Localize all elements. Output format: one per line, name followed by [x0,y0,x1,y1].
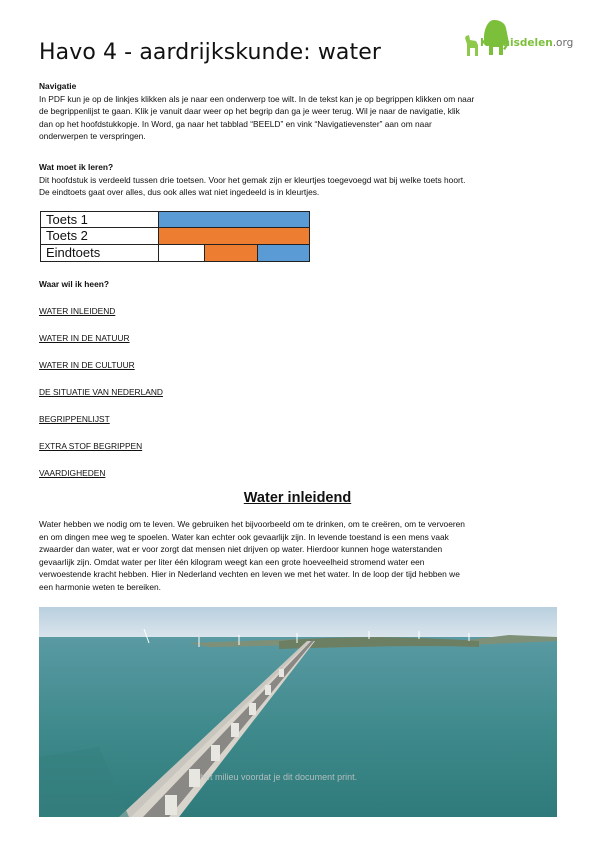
logo-text [480,37,573,49]
leren-line: Dit hoofdstuk is verdeeld tussen drie toetsen. Voor het gemak zijn er kleurtjes toegevoegd wat bij welke toets hoort. [39,174,466,185]
link-extra-stof-begrippen[interactable]: EXTRA STOF BEGRIPPEN [39,441,143,451]
legend-label: Toets 1 [41,212,159,227]
navigatie-line: In PDF kun je op de linkjes klikken als je naar een onderwerp toe wilt. In de tekst kan je op begrippen klikken om naar [39,93,475,104]
inleidend-line: en om dingen mee weg te spoelen. Water kan echter ook gevaarlijk zijn. In levende toestand is een mens vaak [39,531,449,542]
page-title: Havo 4 - aardrijkskunde: water [39,40,382,65]
navigatie-line: onderwerpen te verspringen. [39,131,146,142]
legend-label: Toets 2 [41,228,159,243]
link-water-in-de-natuur[interactable]: WATER IN DE NATUUR [39,333,130,343]
navigatie-heading: Navigatie [39,81,77,91]
inleidend-line: een harmonie weten te bereiken. [39,581,161,592]
legend-label: Eindtoets [41,245,159,261]
legend-color-segment [204,245,257,261]
legend-row-toets2 [41,228,309,244]
inleidend-line: Water hebben we nodig om te leven. We gebruiken het bijvoorbeeld om te drinken, om te creëren, om te vervoeren [39,519,465,529]
section-title-water-inleidend[interactable]: Water inleidend [243,490,352,506]
link-vaardigheden[interactable]: VAARDIGHEDEN [39,468,106,478]
leren-line: De eindtoets gaat over alles, dus ook alles wat niet ingedeeld is in kleurtjes. [39,187,320,198]
legend-row-eindtoets [41,245,309,261]
navigatie-line: de begrippenlijst te gaan. Klik je vanuit daar weer op het begrip dan ga je weer terug. Wil je naar de navigatie, klik [39,106,460,117]
link-water-in-de-cultuur[interactable]: WATER IN DE CULTUUR [39,360,135,370]
inleidend-line: zwaarder dan water, wat er voor zorgt dat mensen niet drijven op water. Hierdoor kunnen hoge waterstanden [39,544,443,555]
legend-color-segment [159,228,309,243]
inleidend-line: gevaarlijk zijn. Omdat water per liter één kilogram weegt kan een grote hoeveelheid stromend water een [39,556,425,567]
legend-color-segment [159,245,204,261]
giraffe-icon [465,35,478,56]
legend-color-segment [257,245,310,261]
link-begrippenlijst[interactable]: BEGRIPPENLIJST [39,414,110,424]
waar-heading: Waar wil ik heen? [39,279,109,289]
leren-section [39,161,561,199]
legend-color-segment [159,212,309,227]
toets-color-legend [40,211,310,262]
link-water-inleidend[interactable]: WATER INLEIDEND [39,306,116,316]
navigatie-line: dan op het hoofdstukkopje. In Word, ga naar het tabblad “BEELD” en vink “Navigatievenster” aan om naar [39,118,432,129]
logo-tld: .org [552,37,574,49]
link-situatie-van-nederland[interactable]: DE SITUATIE VAN NEDERLAND [39,387,163,397]
legend-row-toets1 [41,212,309,228]
inleidend-text [39,518,561,594]
leren-heading: Wat moet ik leren? [39,162,114,172]
navigatie-section [39,80,561,143]
storm-surge-barrier-photo [39,607,557,817]
waar-section [39,278,561,291]
print-watermark: het milieu voordat je dit document print. [200,772,358,782]
logo-main: Kennisdelen [480,37,553,49]
inleidend-line: verwoestende kracht hebben. Hier in Nederland vechten en leven we met het water. In de loop der tijd hebben we [39,569,460,580]
